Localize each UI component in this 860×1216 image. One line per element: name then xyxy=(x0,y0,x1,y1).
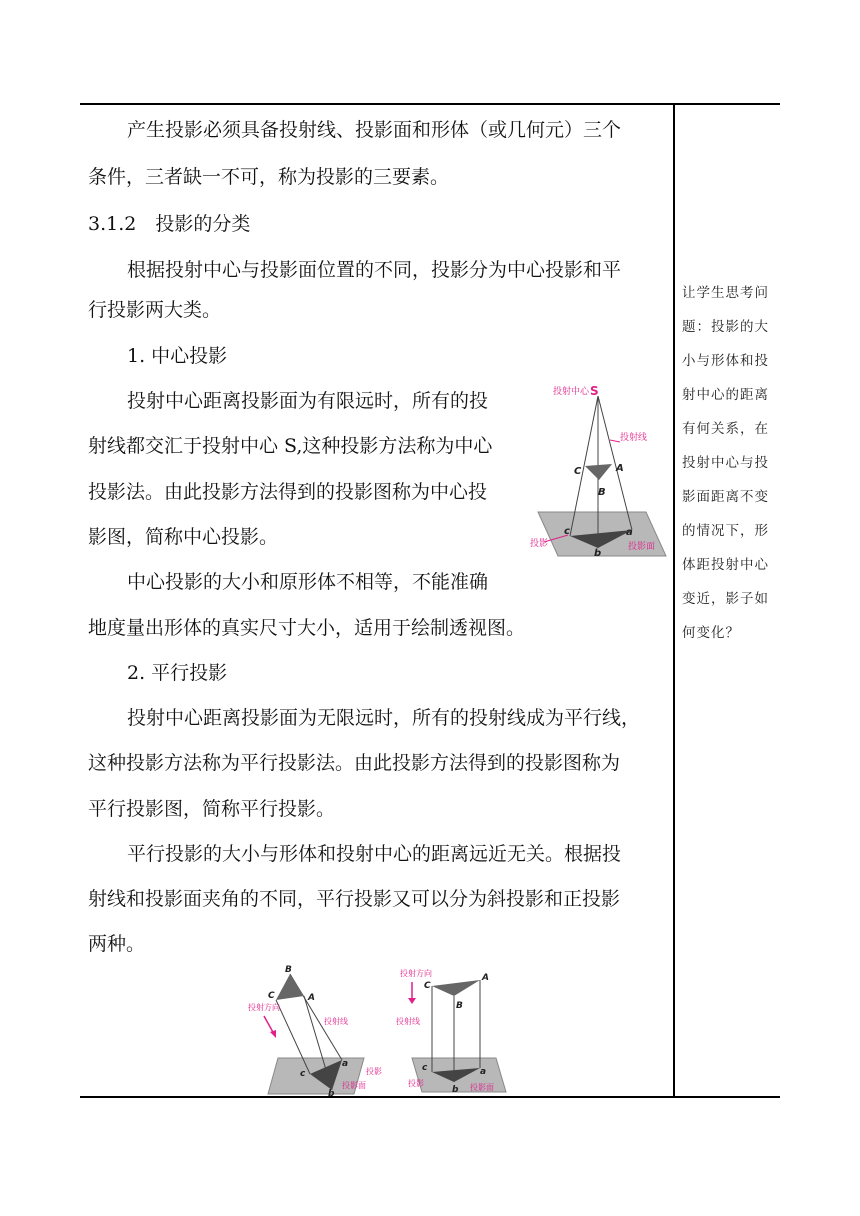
table-bottom-rule xyxy=(80,1096,780,1098)
note-line: 体距投射中心 xyxy=(682,557,769,573)
paragraph-line: 射线和投影面夹角的不同，平行投影又可以分为斜投影和正投影 xyxy=(88,888,621,910)
s-point-label: S xyxy=(590,384,599,398)
note-line: 题：投影的大 xyxy=(682,319,769,335)
center-label: 投射中心 xyxy=(553,387,590,397)
point-label-a: a xyxy=(480,1067,487,1077)
ray-label: 投射线 xyxy=(396,1017,420,1026)
paragraph-line: 平行投影的大小与形体和投射中心的距离远近无关。根据投 xyxy=(127,843,622,865)
table-top-rule xyxy=(80,103,780,105)
projection-label: 投影 xyxy=(366,1067,382,1076)
note-line: 影面距离不变 xyxy=(682,489,769,505)
paragraph-line: 行投影两大类。 xyxy=(88,299,222,321)
note-line: 变近，影子如 xyxy=(682,591,769,607)
point-label-c: c xyxy=(564,526,570,537)
paragraph-line: 两种。 xyxy=(88,933,146,955)
section-heading: 3.1.2 投影的分类 xyxy=(88,213,251,235)
point-label-B: B xyxy=(456,1001,463,1011)
note-line: 的情况下，形 xyxy=(682,523,769,539)
point-label-b: b xyxy=(452,1085,459,1095)
column-divider xyxy=(673,103,675,1098)
paragraph-line: 这种投影方法称为平行投影法。由此投影方法得到的投影图称为 xyxy=(88,752,621,774)
note-line: 小与形体和投 xyxy=(682,353,769,369)
paragraph-line: 投射中心距离投影面为无限远时，所有的投射线成为平行线， xyxy=(127,707,641,729)
point-label-C: C xyxy=(424,981,431,991)
paragraph-line: 根据投射中心与投影面位置的不同，投影分为中心投影和平 xyxy=(127,259,622,281)
point-label-C: C xyxy=(574,466,582,477)
projection-label: 投影 xyxy=(408,1079,424,1088)
point-label-B: B xyxy=(598,487,606,498)
orthographic-projection-figure xyxy=(392,962,522,1096)
note-line: 射中心的距离 xyxy=(682,387,769,403)
point-label-A: A xyxy=(308,993,315,1003)
point-label-a: a xyxy=(342,1059,349,1069)
point-label-b: b xyxy=(594,548,602,559)
paragraph-line: 射线都交汇于投射中心 S,这种投影方法称为中心 xyxy=(88,435,493,457)
point-label-A: A xyxy=(482,973,489,983)
paragraph-line: 影图，简称中心投影。 xyxy=(88,526,279,548)
plane-label: 投影面 xyxy=(342,1081,366,1090)
point-label-c: c xyxy=(300,1069,306,1079)
plane-label: 投影面 xyxy=(470,1083,494,1092)
point-label-c: c xyxy=(422,1063,428,1073)
paragraph-line: 条件，三者缺一不可，称为投影的三要素。 xyxy=(88,166,450,188)
subsection-heading: 1. 中心投影 xyxy=(127,345,228,367)
ray-label: 投射线 xyxy=(620,433,648,443)
note-line: 有何关系，在 xyxy=(682,421,769,437)
note-line: 投射中心与投 xyxy=(682,455,769,471)
direction-label: 投射方向 xyxy=(400,969,432,978)
paragraph-line: 投射中心距离投影面为有限远时，所有的投 xyxy=(127,390,489,412)
direction-label: 投射方向 xyxy=(248,1003,280,1012)
point-label-C: C xyxy=(268,991,275,1001)
oblique-projection-figure xyxy=(238,962,388,1096)
ray-label: 投射线 xyxy=(324,1017,348,1026)
paragraph-line: 产生投影必须具备投射线、投影面和形体（或几何元）三个 xyxy=(127,119,622,141)
central-projection-figure xyxy=(528,380,668,560)
point-label-B: B xyxy=(285,965,292,975)
point-label-b: b xyxy=(328,1089,335,1096)
plane-label: 投影面 xyxy=(628,542,656,552)
projection-label: 投影 xyxy=(530,539,549,549)
point-label-A: A xyxy=(616,463,624,474)
paragraph-line: 投影法。由此投影方法得到的投影图称为中心投 xyxy=(88,481,488,503)
note-line: 让学生思考问 xyxy=(682,285,769,301)
note-line: 何变化？ xyxy=(682,625,740,641)
subsection-heading: 2. 平行投影 xyxy=(127,662,228,684)
teaching-note xyxy=(682,283,778,657)
point-label-a: a xyxy=(626,527,633,538)
paragraph-line: 中心投影的大小和原形体不相等，不能准确 xyxy=(127,571,489,593)
paragraph-line: 平行投影图，简称平行投影。 xyxy=(88,798,336,820)
paragraph-line: 地度量出形体的真实尺寸大小，适用于绘制透视图。 xyxy=(88,617,526,639)
